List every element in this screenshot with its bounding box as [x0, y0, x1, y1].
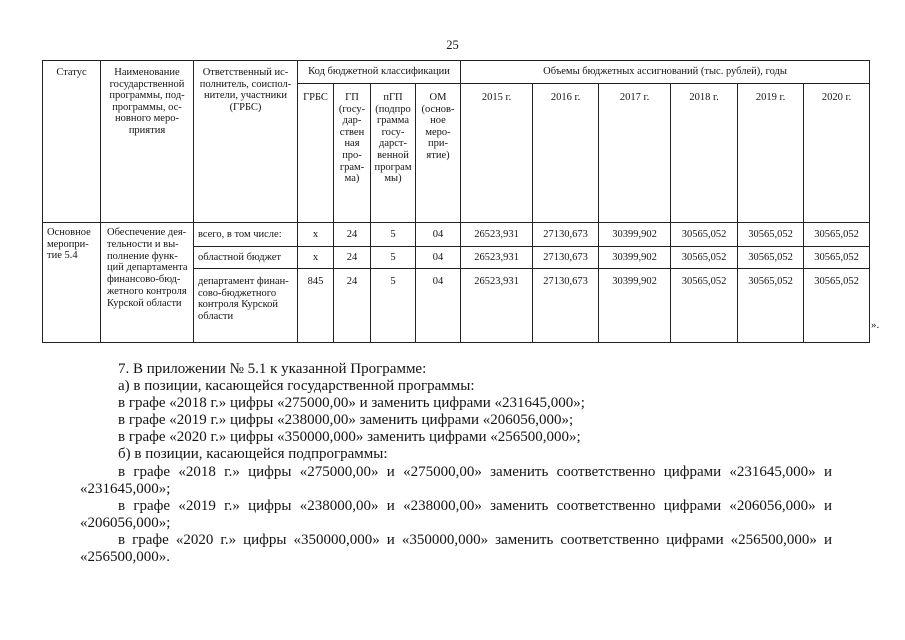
th-program-name: Наименование государственной программы, под- программы, ос- новного меро- приятия — [101, 61, 194, 223]
th-year-2019: 2019 г. — [738, 84, 804, 223]
cell-responsible: всего, в том числе: — [194, 223, 298, 247]
cell-grbs: х — [298, 223, 334, 247]
cell-value-2016: 27130,673 — [533, 223, 599, 247]
cell-responsible: департамент финан- сово-бюджетного контроля Курской области — [194, 269, 298, 343]
th-year-2016: 2016 г. — [533, 84, 599, 223]
cell-value-2018: 30565,052 — [671, 223, 738, 247]
cell-value-2017: 30399,902 — [599, 247, 671, 269]
paragraph: в графе «2020 г.» цифры «350000,000» заменить цифрами «256500,000»; — [118, 429, 581, 446]
th-year-2017: 2017 г. — [599, 84, 671, 223]
paragraph-item-7: 7. В приложении № 5.1 к указанной Программе: — [118, 361, 427, 377]
th-year-2015: 2015 г. — [461, 84, 533, 223]
cell-value-2016: 27130,673 — [533, 269, 599, 343]
cell-value-2020: 30565,052 — [804, 269, 870, 343]
paragraph: в графе «2018 г.» цифры «275000,00» и «275000,00» заменить соответственно цифрами «231645,000» и «231645,000»; — [80, 463, 832, 497]
cell-value-2019: 30565,052 — [738, 269, 804, 343]
cell-value-2016: 27130,673 — [533, 247, 599, 269]
table-row — [43, 223, 870, 247]
cell-value-2015: 26523,931 — [461, 269, 533, 343]
paragraph: в графе «2020 г.» цифры «350000,000» и «350000,000» заменить соответственно цифрами «256500,000» и «256500,000». — [80, 531, 832, 566]
th-responsible: Ответственный ис- полнитель, соиспол- нители, участники (ГРБС) — [194, 61, 298, 223]
cell-gp: 24 — [334, 223, 371, 247]
cell-om: 04 — [416, 223, 461, 247]
cell-grbs: х — [298, 247, 334, 269]
paragraph-subitem-b: б) в позиции, касающейся подпрограммы: — [118, 446, 388, 463]
cell-value-2015: 26523,931 — [461, 247, 533, 269]
th-budget-code: Код бюджетной классификации — [298, 61, 461, 84]
page-number: 25 — [446, 38, 459, 52]
cell-value-2017: 30399,902 — [599, 223, 671, 247]
cell-value-2020: 30565,052 — [804, 247, 870, 269]
cell-pgp: 5 — [371, 223, 416, 247]
cell-gp: 24 — [334, 269, 371, 343]
th-year-2018: 2018 г. — [671, 84, 738, 223]
budget-table — [42, 60, 870, 343]
amendment-text — [80, 361, 832, 566]
cell-value-2015: 26523,931 — [461, 223, 533, 247]
paragraph: в графе «2019 г.» цифры «238000,00» заменить цифрами «206056,000»; — [118, 412, 574, 429]
th-year-2020: 2020 г. — [804, 84, 870, 223]
cell-value-2018: 30565,052 — [671, 269, 738, 343]
cell-om: 04 — [416, 269, 461, 343]
paragraph-subitem-a: а) в позиции, касающейся государственной программы: — [118, 378, 475, 395]
cell-grbs: 845 — [298, 269, 334, 343]
cell-status: Основное меропри- тие 5.4 — [43, 223, 101, 343]
cell-value-2019: 30565,052 — [738, 223, 804, 247]
cell-value-2018: 30565,052 — [671, 247, 738, 269]
cell-gp: 24 — [334, 247, 371, 269]
cell-pgp: 5 — [371, 269, 416, 343]
cell-pgp: 5 — [371, 247, 416, 269]
th-volumes: Объемы бюджетных ассигнований (тыс. рублей), годы — [461, 61, 870, 84]
cell-value-2020: 30565,052 — [804, 223, 870, 247]
cell-om: 04 — [416, 247, 461, 269]
th-status: Статус — [43, 61, 101, 223]
closing-quote-mark: ». — [871, 319, 880, 331]
th-code-om: ОМ (основ- ное меро- при- ятие) — [416, 84, 461, 223]
cell-program-name: Обеспечение дея- тельности и вы- полнение функ- ций департамента финансово-бюд- жетного контроля Курской области — [101, 223, 194, 343]
cell-responsible: областной бюджет — [194, 247, 298, 269]
cell-value-2019: 30565,052 — [738, 247, 804, 269]
th-code-pgp: пГП (подпро грамма госу- дарст- венной програм мы) — [371, 84, 416, 223]
th-code-gp: ГП (госу- дар- ствен ная про- грам- ма) — [334, 84, 371, 223]
header-row-1 — [43, 61, 870, 84]
paragraph: в графе «2019 г.» цифры «238000,00» и «238000,00» заменить соответственно цифрами «206056,000» и «206056,000»; — [80, 497, 832, 531]
th-code-grbs: ГРБС — [298, 84, 334, 223]
cell-value-2017: 30399,902 — [599, 269, 671, 343]
paragraph: в графе «2018 г.» цифры «275000,00» и заменить цифрами «231645,000»; — [118, 395, 585, 412]
